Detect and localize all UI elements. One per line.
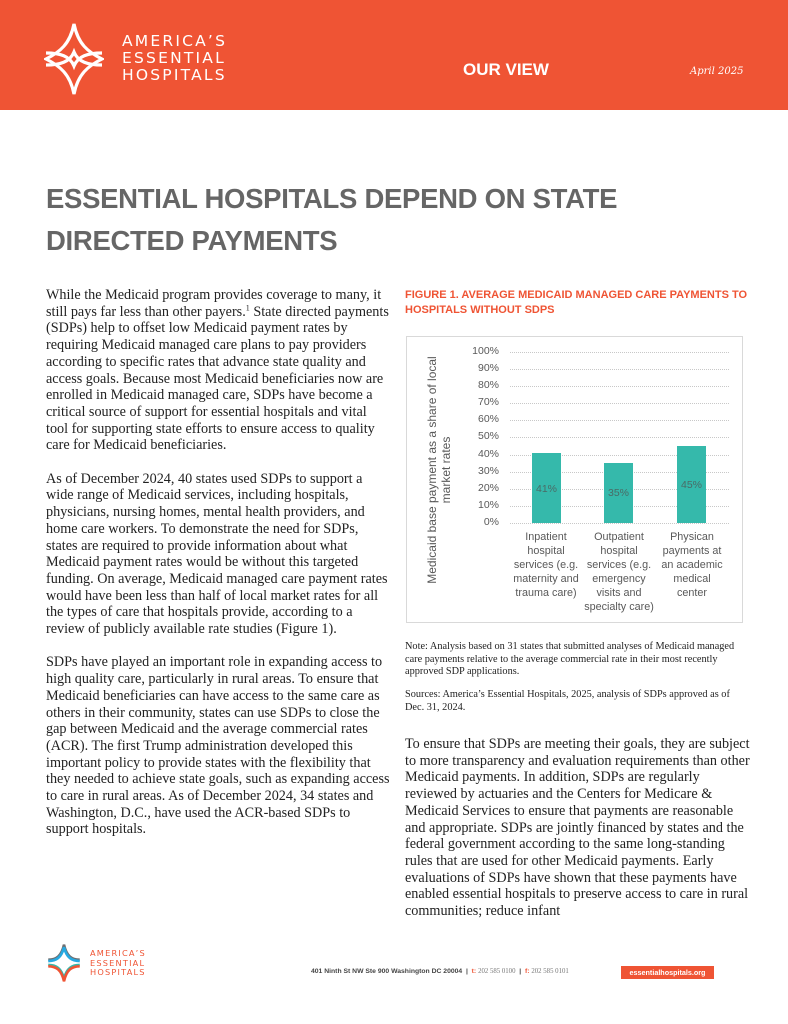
figure-sources: Sources: America’s Essential Hospitals, 2025, analysis of SDPs approved as of Dec. 31, 2024. — [405, 689, 730, 713]
logo-line-2: ESSENTIAL — [122, 49, 226, 67]
bar-value-label: 45% — [680, 479, 702, 491]
website-link[interactable]: essentialhospitals.org — [621, 966, 714, 979]
y-tick: 70% — [477, 396, 499, 408]
phone-label: t: — [471, 968, 477, 975]
bar-value-label: 41% — [535, 483, 557, 495]
gridline — [510, 420, 729, 421]
fax-number: 202 585 0101 — [531, 968, 569, 975]
bar-chart — [406, 336, 743, 623]
x-category-label-physician: Physican payments at an academic medical center — [661, 531, 723, 599]
gridline — [510, 369, 729, 370]
y-axis-label — [418, 347, 460, 592]
y-tick: 100% — [472, 345, 499, 357]
footer-address: 401 Ninth St NW Ste 900 Washington DC 20004 — [311, 968, 463, 975]
footnote-ref-1[interactable]: 1 — [245, 302, 250, 312]
publication-date: April 2025 — [690, 66, 744, 77]
paragraph-2: As of December 2024, 40 states used SDPs to support a wide range of Medicaid services, including hospitals, physicians, nursing homes, mental health providers, and home care workers. To demonstrate the need for SDPs, states are required to provide information about what Medicaid payment rates would be without this targeted funding. On average, Medicaid managed care payment rates would have been less than half of local market rates for all the types of care that hospitals provide, according to a review of publicly available rate studies (Figure 1). — [46, 470, 388, 638]
bar-value-label: 35% — [607, 487, 629, 499]
y-tick: 60% — [477, 413, 499, 425]
y-tick: 90% — [477, 362, 499, 374]
paragraph-3: SDPs have played an important role in expanding access to high quality care, particularly in rural areas. To ensure that Medicaid beneficiaries can have access to the same care as others in their community, states can use SDPs to close the gap between Medicaid and the average commercial rates (ACR). The first Trump administration developed this important policy to provide states with the flexibility that they needed to achieve state goals, such as expanding access to care in rural areas. As of December 2024, 34 states and Washington, D.C., have used the ACR-based SDPs to support hospitals. — [46, 654, 390, 838]
footer-logo-line-1: AMERICA’S — [90, 948, 146, 958]
gridline — [510, 437, 729, 438]
footer-logo-line-3: HOSPITALS — [90, 967, 146, 977]
paragraph-1-text-cont: State directed payments (SDPs) help to offset low Medicaid payment rates by requiring Medicaid managed care plans to pay providers according to specific rates that advance state quality and access goals. Because most Medicaid beneficiaries now are enrolled in Medicaid managed care, SDPs have become a critical source of support for essential hospitals and vital tool for supporting state efforts to ensure access to quality care for Medicaid beneficiaries. — [46, 303, 389, 454]
gridline — [510, 352, 729, 353]
x-category-label-inpatient: Inpatient hospital services (e.g. maternity and trauma care) — [513, 531, 579, 599]
aeh-star-logo-icon — [44, 22, 104, 96]
figure-note: Note: Analysis based on 31 states that submitted analyses of Medicaid managed care payments relative to the average commercial rate in their most recently approved SDP applications. — [405, 641, 735, 677]
gridline — [510, 523, 729, 524]
paragraph-1-text: While the Medicaid program provides coverage to many, it still pays far less than other payers. — [46, 287, 382, 320]
y-axis-label-text: Medicaid base payment as a share of local market rates — [425, 355, 453, 584]
separator: | — [465, 968, 468, 975]
figure-heading-block — [405, 288, 750, 318]
gridline — [510, 386, 729, 387]
y-tick: 0% — [483, 516, 499, 528]
y-tick: 10% — [477, 499, 499, 511]
y-tick: 30% — [477, 465, 499, 477]
y-tick: 50% — [477, 430, 499, 442]
page-title: ESSENTIAL HOSPITALS DEPEND ON STATE DIRECTED PAYMENTS — [46, 183, 618, 256]
gridline — [510, 403, 729, 404]
header-logo-text — [122, 33, 227, 84]
y-tick: 40% — [477, 448, 499, 460]
y-tick: 80% — [477, 379, 499, 391]
y-tick: 20% — [477, 482, 499, 494]
paragraph-4: To ensure that SDPs are meeting their goals, they are subject to more transparency and evaluation requirements than other Medicaid payments. In addition, SDPs are regularly reviewed by actuaries and the Centers for Medicare & Medicaid Services to ensure that payments are reasonable and appropriate. SDPs are jointly financed by states and the federal government according to the same long-standing rules that are used for other Medicaid payments. Early evaluations of SDPs have shown that these payments have enabled essential hospitals to preserve access to care in rural communities; reduce infant — [405, 736, 750, 920]
figure-title: FIGURE 1. AVERAGE MEDICAID MANAGED CARE PAYMENTS TO HOSPITALS WITHOUT SDPS — [405, 289, 748, 316]
x-category-label-outpatient: Outpatient hospital services (e.g. emergency visits and specialty care) — [584, 531, 654, 613]
logo-line-3: HOSPITALS — [122, 66, 227, 84]
right-column-body — [405, 736, 750, 936]
section-label: OUR VIEW — [463, 60, 549, 79]
separator: | — [519, 968, 522, 975]
footer-logo-text — [90, 949, 146, 978]
fax-label: f: — [524, 968, 530, 975]
header-banner — [0, 0, 788, 110]
phone-number[interactable]: 202 585 0100 — [478, 968, 516, 975]
footer-contact — [311, 968, 569, 975]
aeh-color-star-logo-icon — [44, 942, 84, 984]
paragraph-1 — [46, 287, 390, 454]
logo-line-1: AMERICA’S — [122, 32, 228, 50]
footer-logo-line-2: ESSENTIAL — [90, 957, 146, 968]
left-column — [46, 287, 390, 855]
